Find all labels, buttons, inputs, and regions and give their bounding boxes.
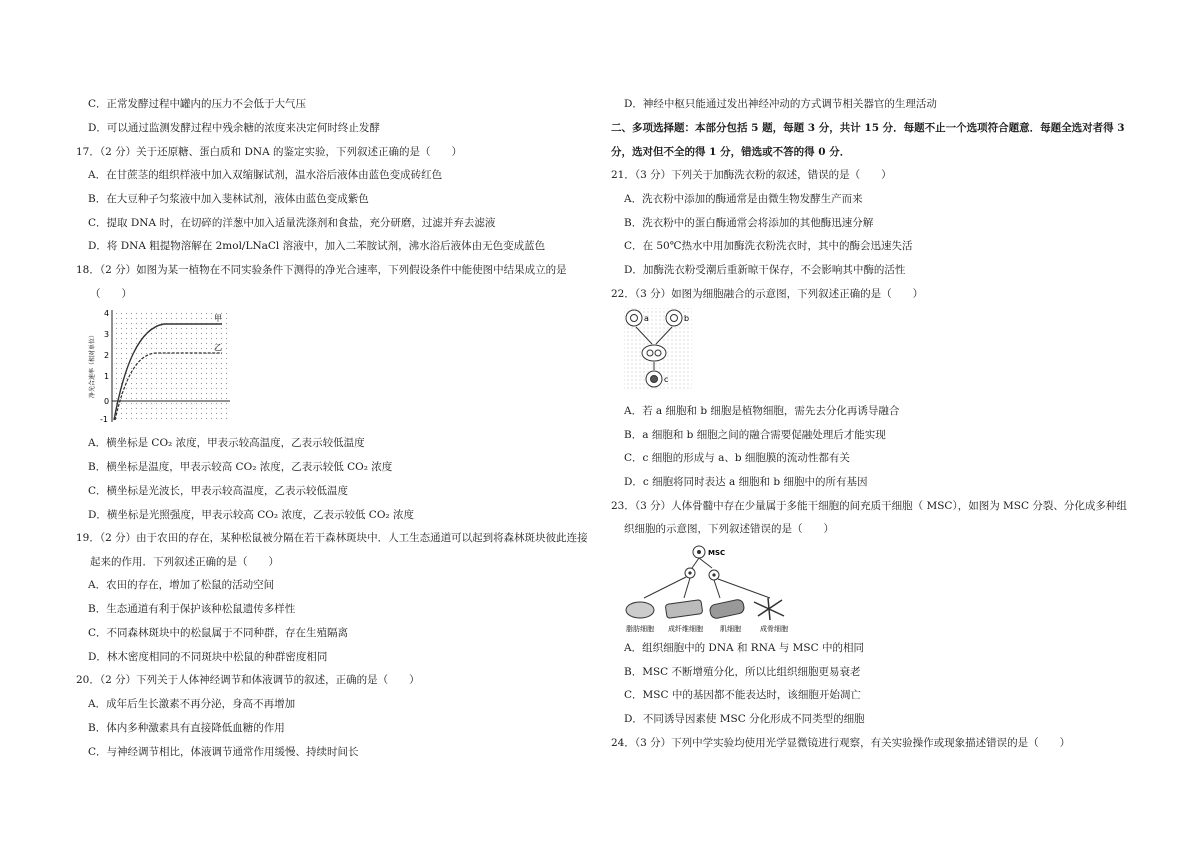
msc-nucleus	[697, 550, 701, 554]
label-c: c	[664, 375, 669, 384]
fusing-nucleus-1	[647, 350, 653, 356]
q18-stem: 18．（2 分）如图为某一植物在不同实验条件下测得的净光合速率，下列假设条件中能使图中结果成立的是	[76, 264, 567, 276]
diff-arrow-4	[718, 579, 770, 598]
q21-option-a: A．洗衣粉中添加的酶通常是由微生物发酵生产而来	[624, 193, 863, 205]
q22-option-b: B．a 细胞和 b 细胞之间的融合需要促融处理后才能实现	[624, 429, 886, 441]
cell-a-nucleus	[631, 315, 638, 322]
q23-option-c: C．MSC 中的基因都不能表达时，该细胞开始凋亡	[624, 689, 861, 701]
q18-option-c: C．横坐标是光波长，甲表示较高温度，乙表示较低温度	[88, 485, 349, 497]
q23-stem: 23．（3 分）人体骨髓中存在少量属于多能干细胞的间充质干细胞（ MSC），如图为 MSC 分裂、分化成多种组	[611, 500, 1127, 512]
q19-option-c: C．不同森林斑块中的松鼠属于不同种群，存在生殖隔离	[88, 627, 349, 639]
figure-22-cell-fusion	[622, 306, 694, 392]
fibroblast-label: 成纤维细胞	[668, 625, 703, 633]
q16-option-c: C．正常发酵过程中罐内的压力不会低于大气压	[88, 98, 307, 110]
q19-option-a: A．农田的存在，增加了松鼠的活动空间	[88, 579, 275, 591]
q21-option-b: B．洗衣粉中的蛋白酶通常会将添加的其他酶迅速分解	[624, 217, 874, 229]
ytick-0: 0	[104, 397, 110, 406]
q21-stem: 21．（3 分）下列关于加酶洗衣粉的叙述，错误的是（ ）	[611, 169, 892, 181]
ytick-3: 3	[104, 330, 110, 339]
q19-option-d: D．林木密度相同的不同斑块中松鼠的种群密度相同	[88, 651, 328, 663]
muscle-cell-label: 肌细胞	[720, 625, 741, 633]
diff-arrow-2	[684, 578, 690, 598]
fibroblast-image	[665, 600, 703, 619]
q17-option-d: D．将 DNA 粗提物溶解在 2mol/LNaCl 溶液中，加入二苯胺试剂，沸水浴后液体由无色变成蓝色	[88, 240, 546, 252]
q19-stem: 19．（2 分）由于农田的存在，某种松鼠被分隔在若干森林斑块中．人工生态通道可以起到将森林斑块彼此连接	[76, 532, 588, 544]
q22-option-c: C．c 细胞的形成与 a、b 细胞膜的流动性都有关	[624, 452, 850, 464]
y-axis-label: 净光合速率（相对单位）	[89, 331, 96, 398]
q20-option-c: C．与神经调节相比，体液调节通常作用缓慢、持续时间长	[88, 746, 359, 758]
q22-option-d: D．c 细胞将同时表达 a 细胞和 b 细胞中的所有基因	[624, 476, 868, 488]
q20-option-a: A．成年后生长激素不再分泌，身高不再增加	[88, 698, 296, 710]
q20-stem: 20．（2 分）下列关于人体神经调节和体液调节的叙述，正确的是（ ）	[76, 674, 420, 686]
q20-option-b: B．体内多种激素具有直接降低血糖的作用	[88, 722, 285, 734]
fat-cell-image	[626, 602, 654, 618]
q24-stem: 24．（3 分）下列中学实验均使用光学显微镜进行观察，有关实验操作或现象描述错误的是（ ）	[611, 737, 1071, 749]
q19-option-b: B．生态通道有利于保护该种松鼠遗传多样性	[88, 603, 296, 615]
osteoblast-image	[754, 598, 784, 620]
q21-option-d: D．加酶洗衣粉受潮后重新晾干保存，不会影响其中酶的活性	[624, 264, 906, 276]
q18-option-b: B．横坐标是温度，甲表示较高 CO₂ 浓度，乙表示较低 CO₂ 浓度	[88, 461, 393, 473]
q23-stem-cont: 织细胞的示意图，下列叙述错误的是（ ）	[624, 523, 834, 535]
q17-option-b: B．在大豆种子匀浆液中加入斐林试剂，液体由蓝色变成紫色	[88, 193, 369, 205]
q23-option-d: D．不同诱导因素使 MSC 分化形成不同类型的细胞	[624, 713, 865, 725]
fusing-nucleus-2	[655, 350, 661, 356]
q21-option-c: C．在 50℃热水中用加酶洗衣粉洗衣时，其中的酶会迅速失活	[624, 240, 913, 252]
q22-stem: 22．（3 分）如图为细胞融合的示意图，下列叙述正确的是（ ）	[611, 288, 924, 300]
label-jia: 甲	[214, 314, 222, 323]
ytick-neg1: -1	[100, 415, 108, 424]
osteoblast-label: 成骨细胞	[760, 625, 788, 633]
diff-arrow-1	[644, 577, 686, 598]
figure-18-graph	[84, 306, 234, 426]
q17-option-a: A．在甘蔗茎的组织样液中加入双缩脲试剂，温水浴后液体由蓝色变成砖红色	[88, 169, 443, 181]
q18-stem-cont: （ ）	[90, 288, 132, 300]
section-2-heading: 二、多项选择题：本部分包括 5 题，每题 3 分，共计 15 分．每题不止一个选项符合题意．每题全选对者得 3	[611, 122, 1125, 134]
q18-option-d: D．横坐标是光照强度，甲表示较高 CO₂ 浓度，乙表示较低 CO₂ 浓度	[88, 509, 414, 521]
q22-option-a: A．若 a 细胞和 b 细胞是植物细胞，需先去分化再诱导融合	[624, 405, 900, 417]
cell-c-nucleus	[651, 376, 658, 383]
cell-b-nucleus	[671, 315, 678, 322]
ytick-2: 2	[104, 351, 110, 360]
label-yi: 乙	[214, 343, 222, 352]
q23-option-a: A．组织细胞中的 DNA 和 RNA 与 MSC 中的相同	[624, 642, 864, 654]
q18-option-a: A．横坐标是 CO₂ 浓度，甲表示较高温度，乙表示较低温度	[88, 437, 365, 449]
msc-label: MSC	[708, 549, 726, 557]
q17-stem: 17．（2 分）关于还原糖、蛋白质和 DNA 的鉴定实验，下列叙述正确的是（ ）	[76, 146, 462, 158]
muscle-cell-image	[709, 599, 745, 620]
daughter-nucleus-2	[712, 573, 715, 576]
q17-option-c: C．提取 DNA 时，在切碎的洋葱中加入适量洗涤剂和食盐，充分研磨，过滤并弃去滤液	[88, 217, 496, 229]
label-b: b	[684, 314, 690, 323]
split-arrow-2	[699, 558, 712, 568]
fusing-cell	[642, 345, 666, 361]
section-2-heading-cont: 分，选对但不全的得 1 分，错选或不答的得 0 分．	[611, 146, 851, 158]
graph-grid	[112, 310, 230, 422]
ytick-4: 4	[104, 309, 110, 318]
q20-option-d: D．神经中枢只能通过发出神经冲动的方式调节相关器官的生理活动	[624, 98, 937, 110]
q23-option-b: B．MSC 不断增殖分化，所以比组织细胞更易衰老	[624, 666, 861, 678]
q16-option-d: D．可以通过监测发酵过程中残余糖的浓度来决定何时终止发酵	[88, 122, 380, 134]
split-arrow-1	[692, 558, 699, 568]
ytick-1: 1	[104, 372, 110, 381]
q19-stem-cont: 起来的作用．下列叙述正确的是（ ）	[90, 556, 279, 568]
figure-23-msc-differentiation	[622, 542, 802, 636]
fat-cell-label: 脂肪细胞	[626, 625, 654, 633]
label-a: a	[644, 314, 649, 323]
diff-arrow-3	[714, 580, 720, 598]
daughter-nucleus-1	[688, 571, 691, 574]
